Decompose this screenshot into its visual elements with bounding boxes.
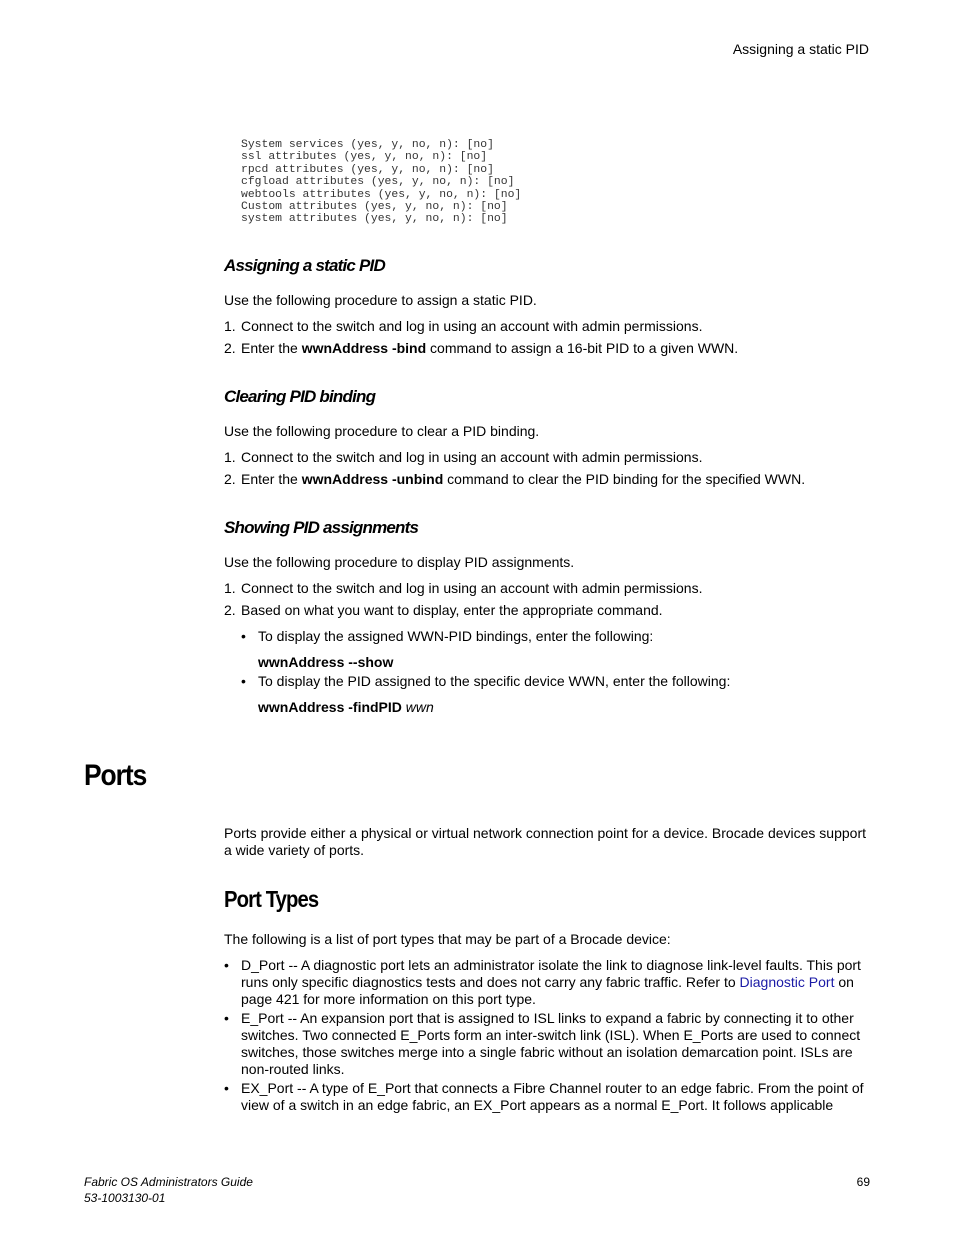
- section-heading-show: Showing PID assignments: [224, 518, 419, 537]
- running-header: Assigning a static PID: [732, 41, 869, 57]
- code-line: ssl attributes (yes, y, no, n): [no]: [241, 151, 488, 164]
- step-number: 1.: [224, 580, 236, 596]
- code-line: webtools attributes (yes, y, no, n): [no]: [241, 188, 522, 201]
- bullet-glyph: •: [224, 1010, 229, 1026]
- bullet-text: To display the PID assigned to the specific device WWN, enter the following:: [258, 673, 731, 689]
- bullet-glyph: •: [241, 673, 246, 689]
- page-number: 69: [856, 1175, 870, 1189]
- show-bullet-1: [241, 628, 871, 645]
- bullet-glyph: •: [224, 957, 229, 973]
- chapter-heading-ports: Ports: [84, 759, 147, 792]
- command-wwnaddress-unbind: wwnAddress -unbind: [301, 471, 444, 487]
- code-line: cfgload attributes (yes, y, no, n): [no]: [241, 176, 515, 189]
- bullet-glyph: •: [241, 628, 246, 644]
- show-step-2: [224, 602, 874, 619]
- port-type-d-port: [224, 957, 872, 1008]
- step-text: Enter the: [241, 340, 302, 356]
- command-wwnaddress-findpid: wwnAddress -findPID: [258, 699, 402, 715]
- port-types-intro: The following is a list of port types that may be part of a Brocade device:: [224, 931, 671, 947]
- assign-step-1: [224, 318, 874, 335]
- clear-step-2: [224, 471, 874, 488]
- step-text: command to assign a 16-bit PID to a given WWN.: [426, 340, 739, 356]
- bullet-text: on page 421 for more information on this port type.: [241, 974, 854, 1007]
- command-argument: wwn: [401, 699, 434, 715]
- bullet-text: To display the assigned WWN-PID bindings, enter the following:: [258, 628, 654, 644]
- clear-step-1: [224, 449, 874, 466]
- command-wwnaddress-show: wwnAddress --show: [258, 654, 394, 670]
- section-heading-assign: Assigning a static PID: [224, 256, 385, 275]
- step-text: Enter the: [241, 471, 302, 487]
- step-text: Connect to the switch and log in using an account with admin permissions.: [241, 318, 703, 334]
- step-text: Based on what you want to display, enter the appropriate command.: [241, 602, 663, 618]
- bullet-text: E_Port -- An expansion port that is assigned to ISL links to expand a fabric by connecting it to other switches. Two connected E_Ports form an inter-switch link (ISL). When E_Ports are used to connect switches, those switches merge into a single fabric without an isolation demarcation point. ISLs are non-routed links.: [241, 1010, 861, 1077]
- step-text: command to clear the PID binding for the specified WWN.: [443, 471, 806, 487]
- step-number: 2.: [224, 602, 236, 618]
- port-type-ex-port: [224, 1080, 872, 1114]
- code-line: rpcd attributes (yes, y, no, n): [no]: [241, 163, 494, 176]
- section-heading-port-types: Port Types: [224, 886, 319, 912]
- step-number: 2.: [224, 471, 236, 487]
- code-line: System services (yes, y, no, n): [no]: [241, 139, 494, 151]
- footer-left: [84, 1174, 253, 1206]
- bullet-text: D_Port -- A diagnostic port lets an administrator isolate the link to diagnose link-level faults. This port runs only specific diagnostics tests and does not carry any fabric traffic. Refer to: [241, 957, 861, 990]
- port-type-e-port: [224, 1010, 872, 1078]
- clear-intro: Use the following procedure to clear a PID binding.: [224, 423, 540, 439]
- step-text: Connect to the switch and log in using an account with admin permissions.: [241, 449, 703, 465]
- command-findpid: [258, 699, 434, 716]
- show-bullet-2: [241, 673, 871, 690]
- step-number: 2.: [224, 340, 236, 356]
- step-number: 1.: [224, 318, 236, 334]
- step-number: 1.: [224, 449, 236, 465]
- ports-intro: Ports provide either a physical or virtual network connection point for a device. Brocade devices support a wide variety of ports.: [224, 825, 867, 858]
- code-line: Custom attributes (yes, y, no, n): [no]: [241, 201, 508, 214]
- bullet-text: EX_Port -- A type of E_Port that connects a Fibre Channel router to an edge fabric. From the point of view of a switch in an edge fabric, an EX_Port appears as a normal E_Port. It follows applicable: [241, 1080, 864, 1113]
- footer-guide-title: Fabric OS Administrators Guide: [84, 1175, 253, 1189]
- step-text: Connect to the switch and log in using an account with admin permissions.: [241, 580, 703, 596]
- command-wwnaddress-bind: wwnAddress -bind: [301, 340, 427, 356]
- show-step-1: [224, 580, 874, 597]
- section-heading-clear: Clearing PID binding: [224, 387, 376, 406]
- footer-doc-number: 53-1003130-01: [84, 1191, 166, 1205]
- diagnostic-port-link[interactable]: Diagnostic Port: [739, 974, 835, 990]
- code-line: system attributes (yes, y, no, n): [no]: [241, 213, 508, 226]
- bullet-glyph: •: [224, 1080, 229, 1096]
- show-intro: Use the following procedure to display PID assignments.: [224, 554, 575, 570]
- assign-step-2: [224, 340, 874, 357]
- code-block: [241, 139, 521, 226]
- assign-intro: Use the following procedure to assign a static PID.: [224, 292, 537, 308]
